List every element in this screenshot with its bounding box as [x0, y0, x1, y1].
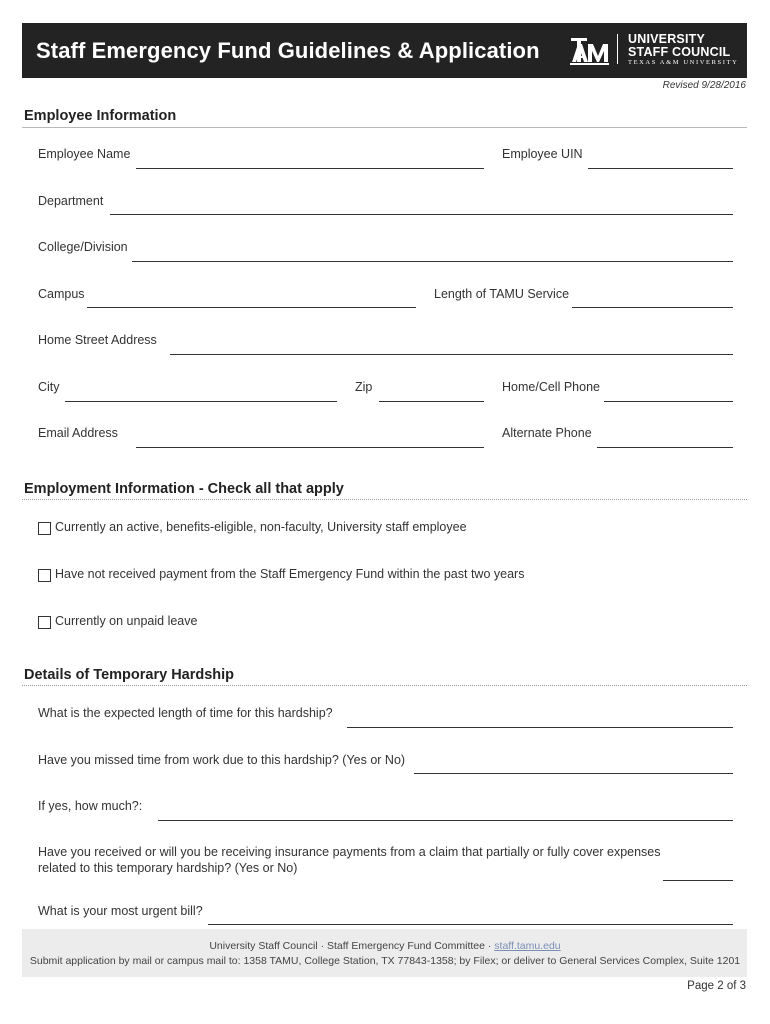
checkbox-active-employee[interactable]	[38, 522, 51, 535]
revised-date: Revised 9/28/2016	[662, 80, 746, 91]
alt-phone-field[interactable]	[597, 447, 733, 448]
logo-divider	[617, 34, 618, 64]
section-heading-employment-info: Employment Information - Check all that apply	[24, 481, 344, 497]
section-heading-employee-info: Employee Information	[24, 108, 177, 124]
section-rule	[22, 127, 747, 128]
urgent-bill-field[interactable]	[208, 924, 733, 925]
length-service-label: Length of TAMU Service	[434, 287, 570, 301]
employee-uin-field[interactable]	[588, 168, 733, 169]
urgent-bill-label: What is your most urgent bill?	[38, 904, 203, 918]
footer-committee-text: University Staff Council · Staff Emergency Fund Committee ·	[209, 940, 495, 952]
hardship-length-field[interactable]	[347, 727, 733, 728]
city-label: City	[38, 380, 60, 394]
employee-name-field[interactable]	[136, 168, 484, 169]
email-label: Email Address	[38, 426, 118, 440]
home-phone-label: Home/Cell Phone	[502, 380, 600, 394]
section-rule	[22, 685, 747, 686]
campus-field[interactable]	[87, 307, 416, 308]
checkbox-unpaid-leave[interactable]	[38, 616, 51, 629]
how-much-label: If yes, how much?:	[38, 799, 143, 813]
home-address-label: Home Street Address	[38, 333, 157, 347]
alt-phone-label: Alternate Phone	[502, 426, 592, 440]
check-label-active-employee: Currently an active, benefits-eligible, non-faculty, University staff employee	[55, 520, 467, 534]
footer-box	[22, 929, 747, 977]
missed-time-field[interactable]	[414, 773, 733, 774]
check-label-no-prior-payment: Have not received payment from the Staff Emergency Fund within the past two years	[55, 567, 525, 581]
checkbox-no-prior-payment[interactable]	[38, 569, 51, 582]
insurance-question-line1: Have you received or will you be receiving insurance payments from a claim that partially or fully cover expenses	[38, 845, 661, 859]
check-label-unpaid-leave: Currently on unpaid leave	[55, 614, 198, 628]
insurance-question-line2: related to this temporary hardship? (Yes or No)	[38, 861, 298, 875]
length-service-field[interactable]	[572, 307, 733, 308]
footer-line-2: Submit application by mail or campus mail to: 1358 TAMU, College Station, TX 77843-1358; by Filex; or deliver to General Services Complex, Suite 1201	[29, 955, 741, 967]
department-field[interactable]	[110, 214, 733, 215]
college-division-label: College/Division	[38, 240, 128, 254]
logo-text-staff-council: STAFF COUNCIL	[628, 45, 731, 59]
hardship-length-label: What is the expected length of time for this hardship?	[38, 706, 333, 720]
section-rule	[22, 499, 747, 500]
footer-line-1	[0, 940, 770, 952]
logo-text-tamu: TEXAS A&M UNIVERSITY	[628, 59, 739, 66]
section-heading-hardship: Details of Temporary Hardship	[24, 667, 235, 683]
footer-link[interactable]: staff.tamu.edu	[494, 940, 561, 952]
page-title: Staff Emergency Fund Guidelines & Application	[36, 38, 540, 63]
insurance-answer-field[interactable]	[663, 880, 733, 881]
page-number: Page 2 of 3	[687, 980, 746, 992]
zip-label: Zip	[355, 380, 373, 394]
email-field[interactable]	[136, 447, 484, 448]
atm-logo-icon	[570, 34, 610, 68]
missed-time-label: Have you missed time from work due to this hardship? (Yes or No)	[38, 753, 406, 767]
logo-text-university: UNIVERSITY	[628, 32, 706, 46]
city-field[interactable]	[65, 401, 337, 402]
home-address-field[interactable]	[170, 354, 733, 355]
how-much-field[interactable]	[158, 820, 733, 821]
employee-name-label: Employee Name	[38, 147, 131, 161]
campus-label: Campus	[38, 287, 85, 301]
zip-field[interactable]	[379, 401, 484, 402]
college-division-field[interactable]	[132, 261, 733, 262]
department-label: Department	[38, 194, 104, 208]
employee-uin-label: Employee UIN	[502, 147, 583, 161]
home-phone-field[interactable]	[604, 401, 733, 402]
